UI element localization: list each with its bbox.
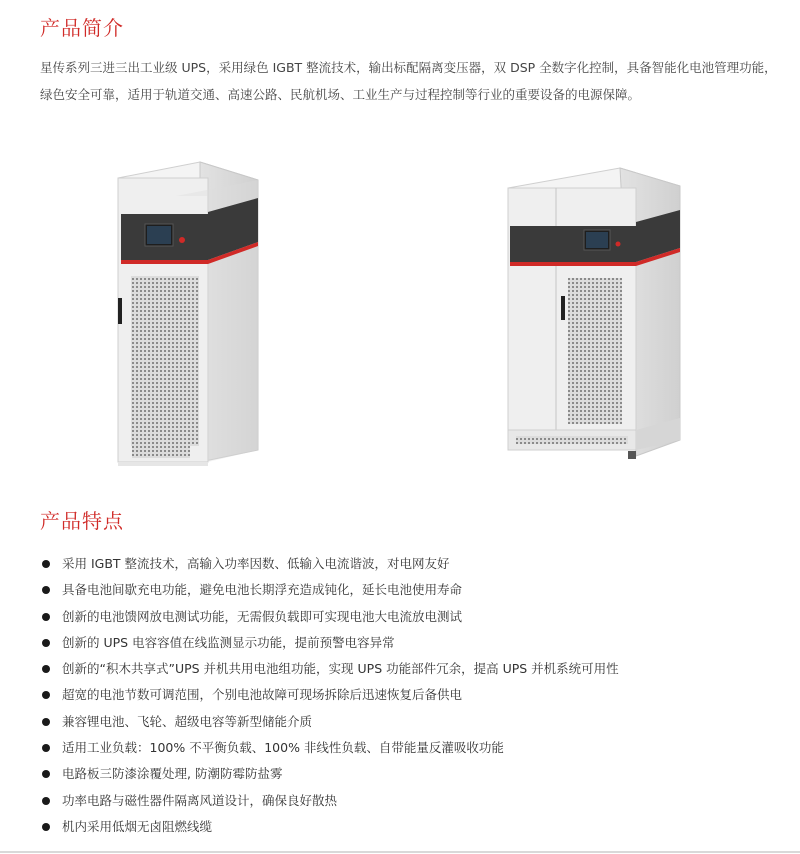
feature-item [40, 709, 780, 735]
intro-paragraph: 星传系列三进三出工业级 UPS，采用绿色 IGBT 整流技术，输出标配隔离变压器，双 DSP 全数字化控制，具备智能化电池管理功能，绿色安全可靠，适用于轨道交通、高速公路、民航机场、工业生产与过程控制等行业的重要设备的电源保障。 [40, 60, 777, 102]
features-title: 产品特点 [40, 509, 124, 533]
feature-item [40, 604, 780, 630]
feature-item [40, 630, 780, 656]
feature-item [40, 814, 780, 840]
double-cabinet-image [508, 168, 680, 459]
features-list [40, 551, 780, 840]
feature-item [40, 577, 780, 603]
bullet-icon [42, 770, 50, 778]
feature-text: 具备电池间歇充电功能，避免电池长期浮充造成钝化，延长电池使用寿命 [62, 582, 463, 598]
intro-title: 产品简介 [40, 16, 124, 40]
bullet-icon [42, 797, 50, 805]
bottom-divider [0, 851, 800, 853]
feature-text: 采用 IGBT 整流技术，高输入功率因数、低输入电流谐波，对电网友好 [62, 556, 450, 571]
bullet-icon [42, 586, 50, 594]
feature-item [40, 551, 780, 577]
feature-text: 电路板三防漆涂覆处理, 防潮防霉防盐雾 [62, 766, 283, 782]
product-images [0, 150, 800, 480]
single-cabinet-image [118, 162, 258, 466]
bullet-icon [42, 744, 50, 752]
feature-item [40, 656, 780, 682]
feature-item [40, 788, 780, 814]
bullet-icon [42, 665, 50, 673]
feature-text: 兼容锂电池、飞轮、超级电容等新型储能介质 [62, 713, 313, 729]
feature-item [40, 682, 780, 708]
bullet-icon [42, 560, 50, 568]
bullet-icon [42, 639, 50, 647]
feature-text: 创新的“积木共享式”UPS 并机共用电池组功能，实现 UPS 功能部件冗余，提高 UPS 并机系统可用性 [62, 661, 619, 677]
feature-text: 适用工业负载：100% 不平衡负载、100% 非线性负载、自带能量反灌吸收功能 [62, 740, 504, 756]
feature-item [40, 735, 780, 761]
feature-text: 创新的 UPS 电容容值在线监测显示功能，提前预警电容异常 [62, 634, 395, 650]
feature-text: 机内采用低烟无卤阻燃线缆 [62, 818, 213, 834]
bullet-icon [42, 718, 50, 726]
feature-text: 超宽的电池节数可调范围，个别电池故障可现场拆除后迅速恢复后备供电 [62, 687, 463, 703]
bullet-icon [42, 823, 50, 831]
feature-text: 功率电路与磁性器件隔离风道设计，确保良好散热 [62, 792, 338, 808]
bullet-icon [42, 613, 50, 621]
bullet-icon [42, 691, 50, 699]
feature-item [40, 761, 780, 787]
feature-text: 创新的电池馈网放电测试功能，无需假负载即可实现电池大电流放电测试 [62, 608, 463, 624]
